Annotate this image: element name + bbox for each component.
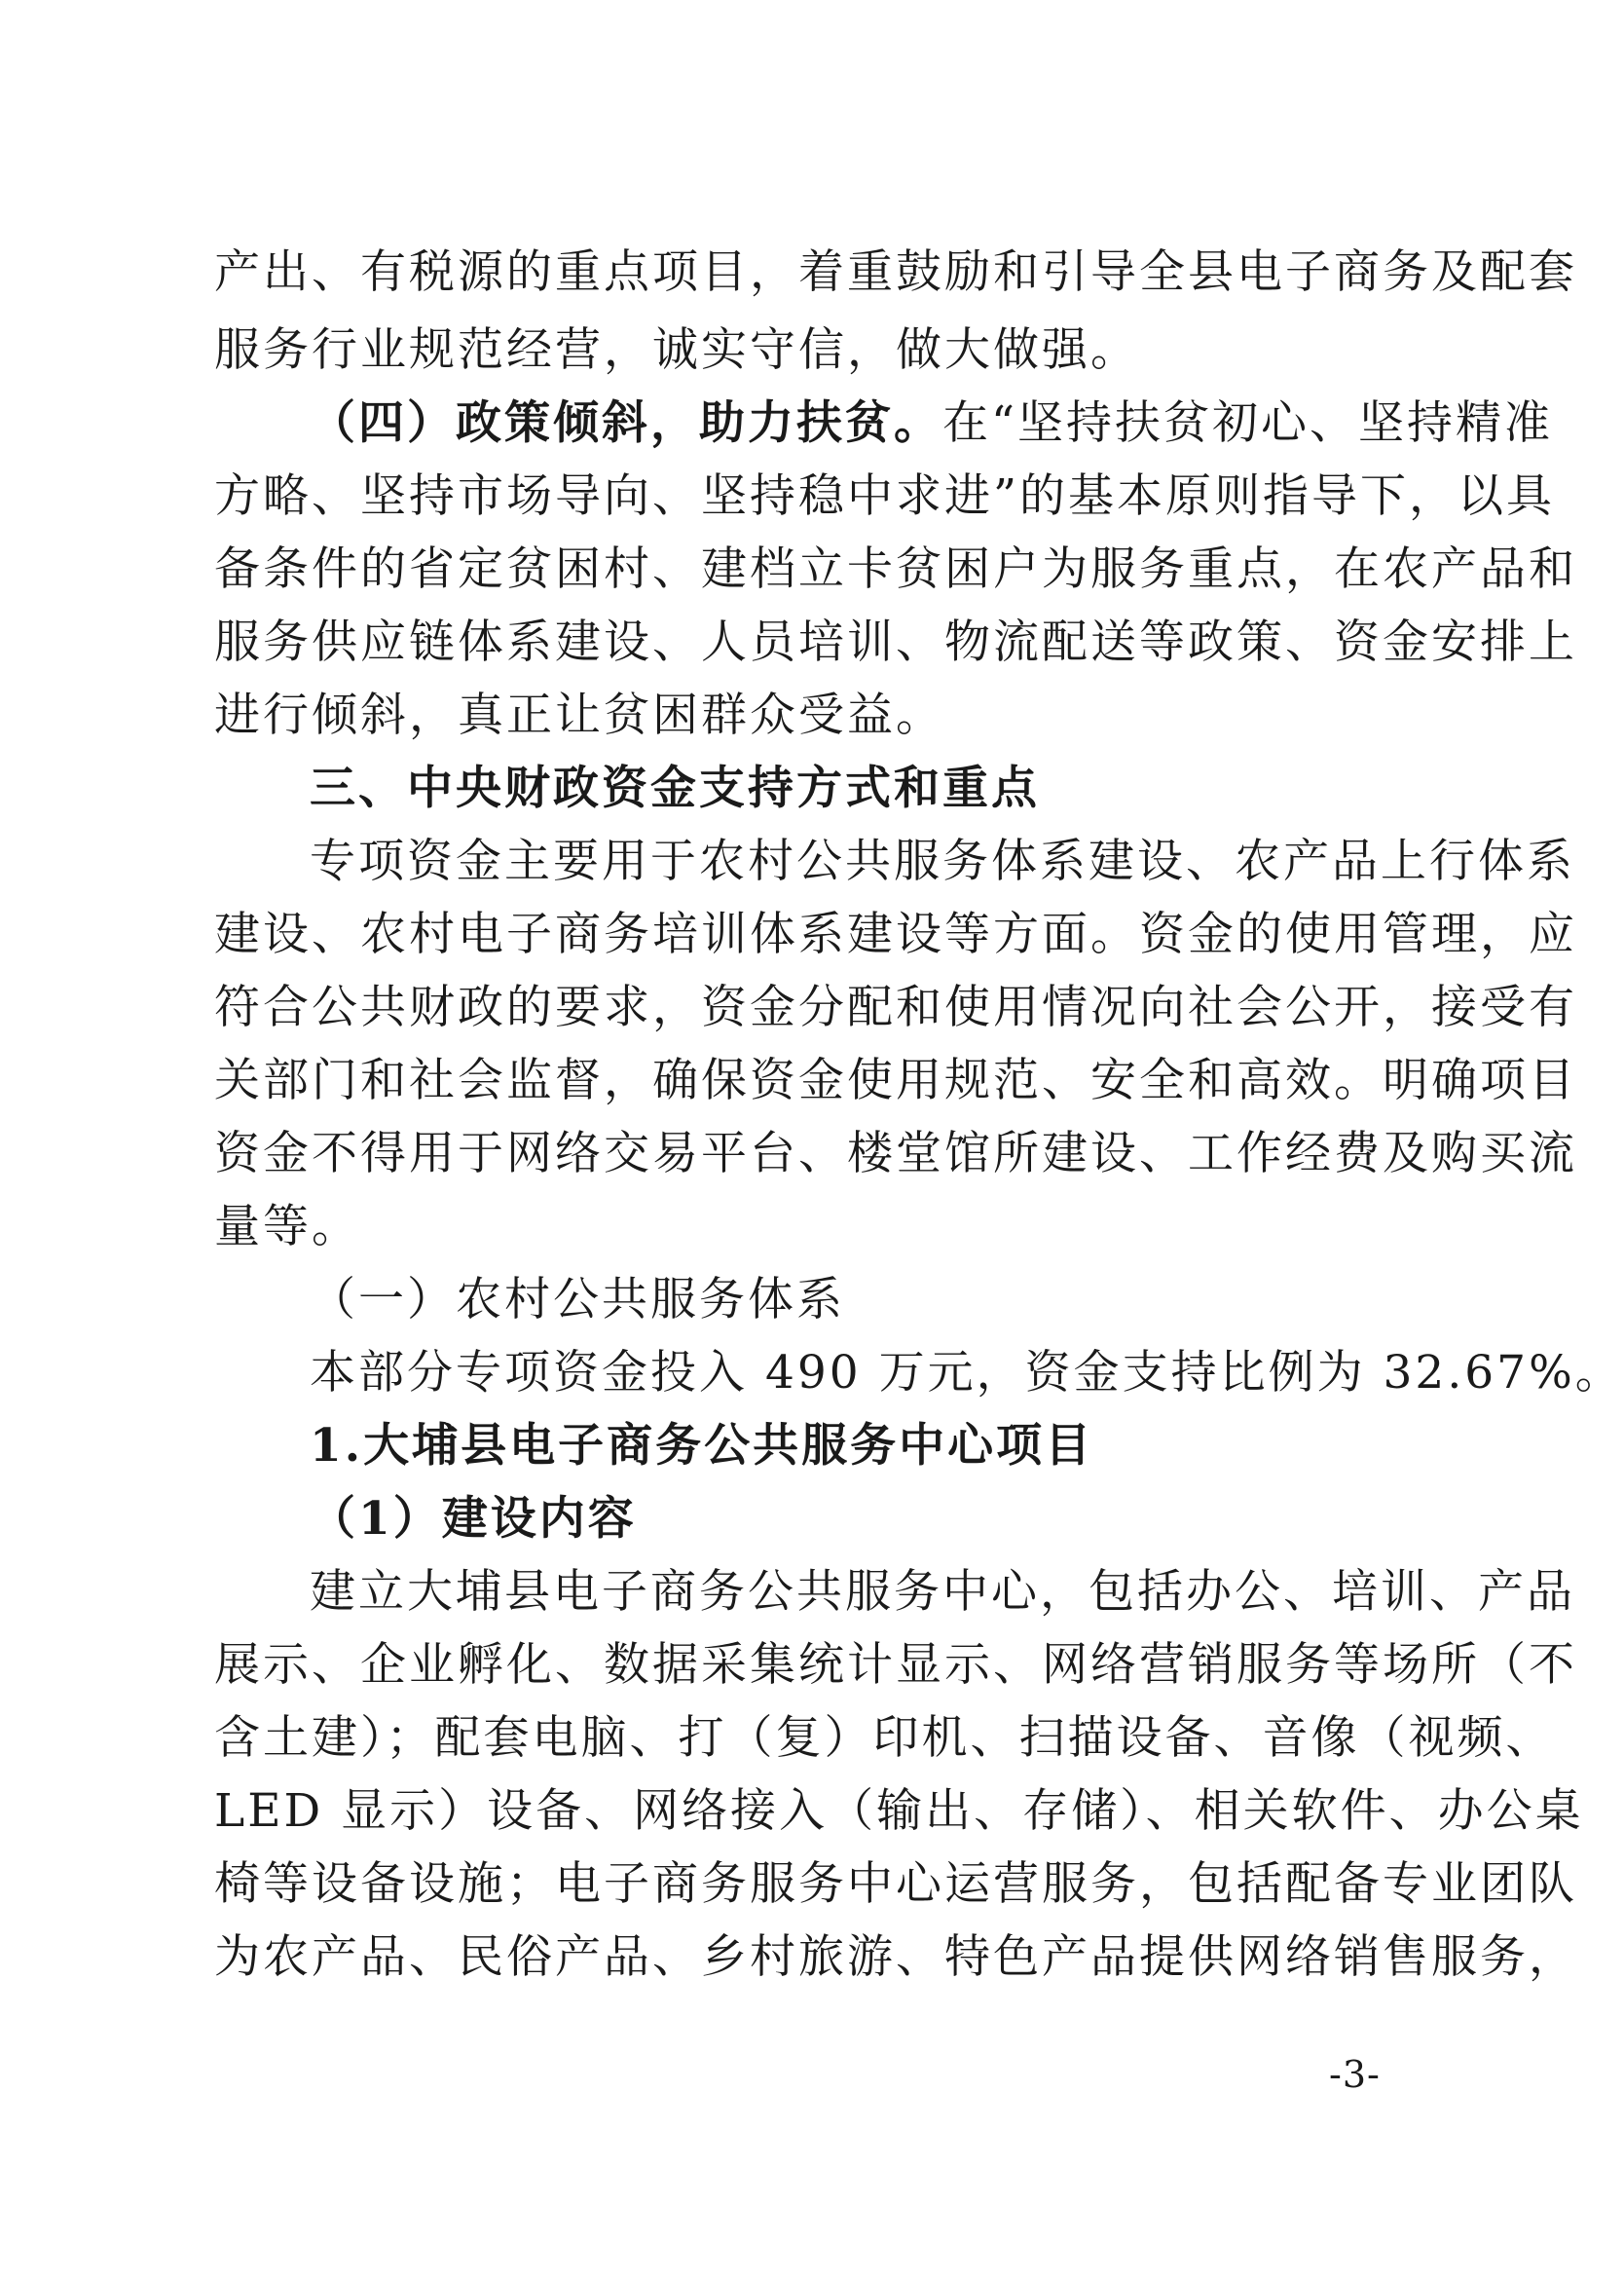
- paragraph-rest: 在“坚持扶贫初心、坚持精准: [942, 396, 1554, 450]
- page-number: -3-: [1329, 2053, 1381, 2096]
- body-line: 含土建）；配套电脑、打（复）印机、扫描设备、音像（视频、: [214, 1711, 1555, 1765]
- body-line: 进行倾斜，真正让贫困群众受益。: [214, 689, 944, 742]
- body-line: 符合公共财政的要求，资金分配和使用情况向社会公开，接受有: [214, 981, 1577, 1034]
- body-line: 服务行业规范经营，诚实守信，做大做强。: [214, 323, 1139, 377]
- body-line: 关部门和社会监督，确保资金使用规范、安全和高效。明确项目: [214, 1054, 1577, 1107]
- body-line: 为农产品、民俗产品、乡村旅游、特色产品提供网络销售服务，: [214, 1930, 1577, 1984]
- item-heading: 1.大埔县电子商务公共服务中心项目: [310, 1419, 1094, 1473]
- body-line: 椅等设备设施；电子商务服务中心运营服务，包括配备专业团队: [214, 1857, 1577, 1911]
- body-line: 备条件的省定贫困村、建档立卡贫困户为服务重点，在农产品和: [214, 542, 1577, 596]
- body-line: 产出、有税源的重点项目，着重鼓励和引导全县电子商务及配套: [214, 245, 1577, 299]
- body-line: 展示、企业孵化、数据采集统计显示、网络营销服务等场所（不: [214, 1638, 1577, 1692]
- body-line: 建设、农村电子商务培训体系建设等方面。资金的使用管理，应: [214, 908, 1577, 961]
- body-line: 量等。: [214, 1200, 360, 1253]
- paragraph-line: 本部分专项资金投入 490 万元，资金支持比例为 32.67%。: [310, 1346, 1624, 1400]
- body-line: 服务供应链体系建设、人员培训、物流配送等政策、资金安排上: [214, 616, 1577, 669]
- paragraph-line: [310, 394, 1554, 453]
- body-line: LED 显示）设备、网络接入（输出、存储）、相关软件、办公桌: [214, 1784, 1584, 1838]
- paragraph-line: 建立大埔县电子商务公共服务中心，包括办公、培训、产品: [310, 1565, 1575, 1619]
- paragraph-lead-bold: （四）政策倾斜，助力扶贫。: [310, 396, 942, 450]
- paragraph-line: 专项资金主要用于农村公共服务体系建设、农产品上行体系: [310, 835, 1575, 888]
- body-line: 资金不得用于网络交易平台、楼堂馆所建设、工作经费及购买流: [214, 1127, 1577, 1180]
- subsection-heading: （一）农村公共服务体系: [310, 1273, 845, 1326]
- item-subheading: （1）建设内容: [310, 1492, 637, 1546]
- section-heading: 三、中央财政资金支持方式和重点: [310, 762, 1040, 815]
- body-line: 方略、坚持市场导向、坚持稳中求进”的基本原则指导下，以具: [214, 469, 1556, 523]
